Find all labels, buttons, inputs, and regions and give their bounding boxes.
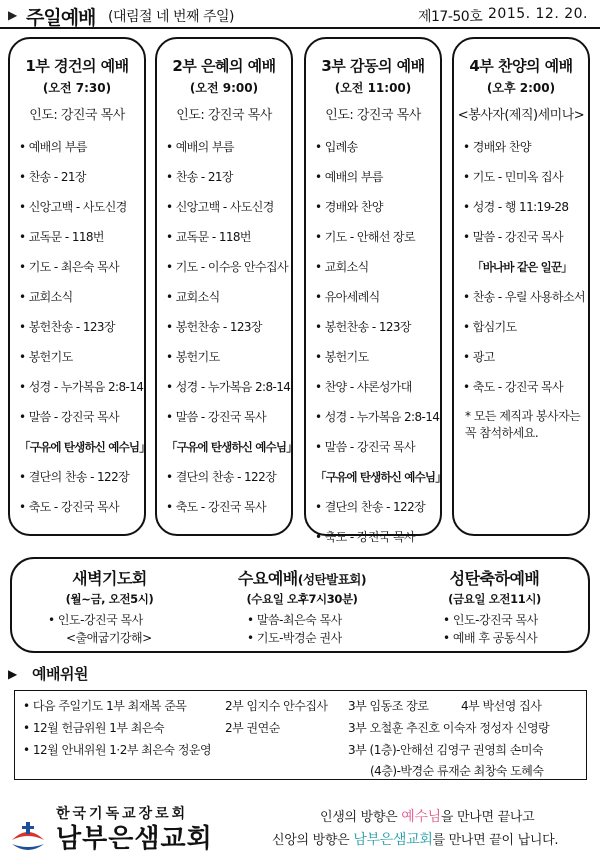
order-item: • 축도 - 강진국 목사 bbox=[166, 500, 267, 514]
slogan-highlight: 예수님 bbox=[401, 809, 441, 825]
order-item: • 말씀 - 강진국 목사 bbox=[19, 410, 120, 424]
order-item: • 신앙고백 - 사도신경 bbox=[19, 200, 127, 214]
order-item: • 입례송 bbox=[315, 140, 358, 154]
order-item: • 말씀 - 강진국 목사 bbox=[315, 440, 416, 454]
service-time: (오전 7:30) bbox=[42, 81, 112, 95]
order-item: • 교회소식 bbox=[19, 290, 73, 304]
dawn-prayer bbox=[12, 559, 207, 651]
service-leader: 인도: 강진국 목사 bbox=[29, 108, 125, 123]
order-item: 「구유에 탄생하신 예수님」 bbox=[166, 440, 297, 454]
service-name: 2부 은혜의 예배 bbox=[172, 57, 276, 75]
order-of-service bbox=[463, 132, 589, 438]
order-item: • 결단의 찬송 - 122장 bbox=[315, 500, 426, 514]
order-item: • 기도 - 안해선 장로 bbox=[315, 230, 416, 244]
order-item: • 합심기도 bbox=[463, 320, 517, 334]
order-item: • 봉헌기도 bbox=[19, 350, 73, 364]
service-leader: 인도: 강진국 목사 bbox=[325, 108, 421, 123]
order-of-service bbox=[166, 132, 297, 522]
order-item: • 교회소식 bbox=[315, 260, 369, 274]
service-leader: <봉사자(제직)세미나> bbox=[457, 108, 585, 123]
service-time: (오후 2:00) bbox=[486, 81, 556, 95]
order-item: 「구유에 탄생하신 예수님」 bbox=[19, 440, 150, 454]
meeting-line: • 인도-강진국 목사 bbox=[443, 613, 538, 627]
service-name: 1부 경건의 예배 bbox=[25, 57, 129, 75]
order-item: 「바나바 같은 일꾼」 bbox=[472, 260, 572, 274]
meeting-title: 수요예배(성탄발표회) bbox=[237, 569, 367, 588]
committee-line: (4층)-박경순 류재순 최창숙 도혜숙 bbox=[370, 764, 544, 778]
issue-date: 2015. 12. 20. bbox=[488, 6, 589, 22]
service-box-2 bbox=[155, 37, 297, 536]
order-item: 「구유에 탄생하신 예수님」 bbox=[315, 470, 446, 484]
page-subtitle: (대림절 네 번째 주일) bbox=[108, 9, 234, 25]
order-item: • 예배의 부름 bbox=[166, 140, 234, 154]
committee-line: 3부 오철훈 추진호 이숙자 정성자 신영랑 bbox=[348, 721, 550, 735]
meeting-schedule: (금요일 오전11시) bbox=[448, 592, 541, 606]
order-item: • 찬송 - 21장 bbox=[166, 170, 233, 184]
order-item: • 봉헌기도 bbox=[166, 350, 220, 364]
weekly-meetings-box bbox=[10, 557, 590, 653]
order-item: • 성경 - 누가복음 2:8-14 bbox=[19, 380, 144, 394]
issue-number: 제17-50호 bbox=[418, 9, 483, 25]
order-item: • 봉헌기도 bbox=[315, 350, 369, 364]
committee-line: 3부 임동조 장로 bbox=[348, 699, 429, 713]
committee-line: • 다음 주일기도 1부 최재복 준목 bbox=[23, 699, 187, 713]
order-item: • 축도 - 강진국 목사 bbox=[19, 500, 120, 514]
order-item: • 교회소식 bbox=[166, 290, 220, 304]
triangle-marker-icon: ▶ bbox=[8, 8, 18, 22]
meeting-schedule: (월~금, 오전5시) bbox=[65, 592, 154, 606]
order-item: • 봉헌찬송 - 123장 bbox=[315, 320, 411, 334]
triangle-marker-icon: ▶ bbox=[8, 667, 18, 681]
order-item: • 결단의 찬송 - 122장 bbox=[19, 470, 130, 484]
committee-line: 4부 박선영 집사 bbox=[461, 699, 542, 713]
service-box-4 bbox=[452, 37, 590, 536]
committee-line: 3부 (1층)-안해선 김영구 권영희 손미숙 bbox=[348, 743, 544, 757]
meeting-title: 성탄축하예배 bbox=[449, 569, 540, 588]
service-name: 4부 찬양의 예배 bbox=[469, 57, 573, 75]
order-item: • 경배와 찬양 bbox=[315, 200, 383, 214]
order-item: • 결단의 찬송 - 122장 bbox=[166, 470, 277, 484]
order-of-service bbox=[315, 132, 446, 552]
committee-line: • 12월 헌금위원 1부 최은숙 bbox=[23, 721, 165, 735]
order-item: • 성경 - 누가복음 2:8-14 bbox=[166, 380, 291, 394]
service-leader: 인도: 강진국 목사 bbox=[176, 108, 272, 123]
slogan-highlight: 남부은샘교회 bbox=[353, 832, 433, 848]
order-item: • 예배의 부름 bbox=[19, 140, 87, 154]
committee-line: 2부 임지수 안수집사 bbox=[225, 699, 328, 713]
order-item: • 신앙고백 - 사도신경 bbox=[166, 200, 274, 214]
order-item: • 성경 - 누가복음 2:8-14 bbox=[315, 410, 440, 424]
church-name: 남부은샘교회 bbox=[56, 824, 213, 854]
service-box-1 bbox=[8, 37, 150, 536]
church-logo-icon bbox=[10, 820, 46, 852]
order-item: • 경배와 찬양 bbox=[463, 140, 531, 154]
wednesday-service bbox=[207, 559, 397, 651]
order-item: • 봉헌찬송 - 123장 bbox=[19, 320, 115, 334]
order-item: • 찬양 - 샤론성가대 bbox=[315, 380, 412, 394]
service-time: (오전 9:00) bbox=[189, 81, 259, 95]
slogan-line-1: 인생의 방향은 예수님을 만나면 끝나고 bbox=[320, 809, 535, 825]
order-item: • 찬송 - 21장 bbox=[19, 170, 86, 184]
header-divider bbox=[0, 27, 600, 29]
bulletin-header bbox=[8, 3, 592, 29]
committee-title: 예배위원 bbox=[32, 665, 88, 683]
meeting-title: 새벽기도회 bbox=[72, 569, 147, 588]
order-item: • 유아세례식 bbox=[315, 290, 380, 304]
committee-line: • 12월 안내위원 1·2부 최은숙 정운영 bbox=[23, 743, 212, 757]
order-item: • 말씀 - 강진국 목사 bbox=[166, 410, 267, 424]
christmas-service bbox=[397, 559, 592, 651]
order-item: • 광고 bbox=[463, 350, 495, 364]
order-item: • 축도 - 강진국 목사 bbox=[463, 380, 564, 394]
order-item: • 말씀 - 강진국 목사 bbox=[463, 230, 564, 244]
meeting-line: <출애굽기강해> bbox=[66, 631, 152, 645]
committee-line: 2부 권연순 bbox=[225, 721, 280, 735]
service-box-3 bbox=[304, 37, 446, 544]
meeting-line: • 예배 후 공동식사 bbox=[443, 631, 538, 645]
order-of-service bbox=[19, 132, 150, 522]
order-item: • 예배의 부름 bbox=[315, 170, 383, 184]
meeting-schedule: (수요일 오후7시30분) bbox=[246, 592, 358, 606]
order-item: • 봉헌찬송 - 123장 bbox=[166, 320, 262, 334]
order-item: • 기도 - 이수응 안수집사 bbox=[166, 260, 288, 274]
service-time: (오전 11:00) bbox=[334, 81, 412, 95]
order-item: • 찬송 - 우릴 사용하소서 bbox=[463, 290, 585, 304]
order-item: • 성경 - 행 11:19-28 bbox=[463, 200, 569, 214]
page-title: 주일예배 bbox=[26, 7, 96, 29]
order-item: • 교독문 - 118번 bbox=[166, 230, 251, 244]
meeting-line: • 인도-강진국 목사 bbox=[48, 613, 143, 627]
order-item: • 교독문 - 118번 bbox=[19, 230, 104, 244]
slogan-line-2: 신앙의 방향은 남부은샘교회를 만나면 끝이 납니다. bbox=[272, 832, 559, 848]
service-note: * 모든 제직과 봉사자는 꼭 참석하세요. bbox=[465, 409, 581, 440]
meeting-line: • 말씀-최은숙 목사 bbox=[247, 613, 342, 627]
service-name: 3부 감동의 예배 bbox=[321, 57, 425, 75]
order-item: • 축도 - 강진국 목사 bbox=[315, 530, 416, 544]
meeting-line: • 기도-박경순 권사 bbox=[247, 631, 342, 645]
order-item: • 기도 - 민미옥 집사 bbox=[463, 170, 564, 184]
committee-box bbox=[14, 690, 587, 780]
order-item: • 기도 - 최은숙 목사 bbox=[19, 260, 120, 274]
denomination-name: 한국기독교장로회 bbox=[56, 806, 189, 822]
